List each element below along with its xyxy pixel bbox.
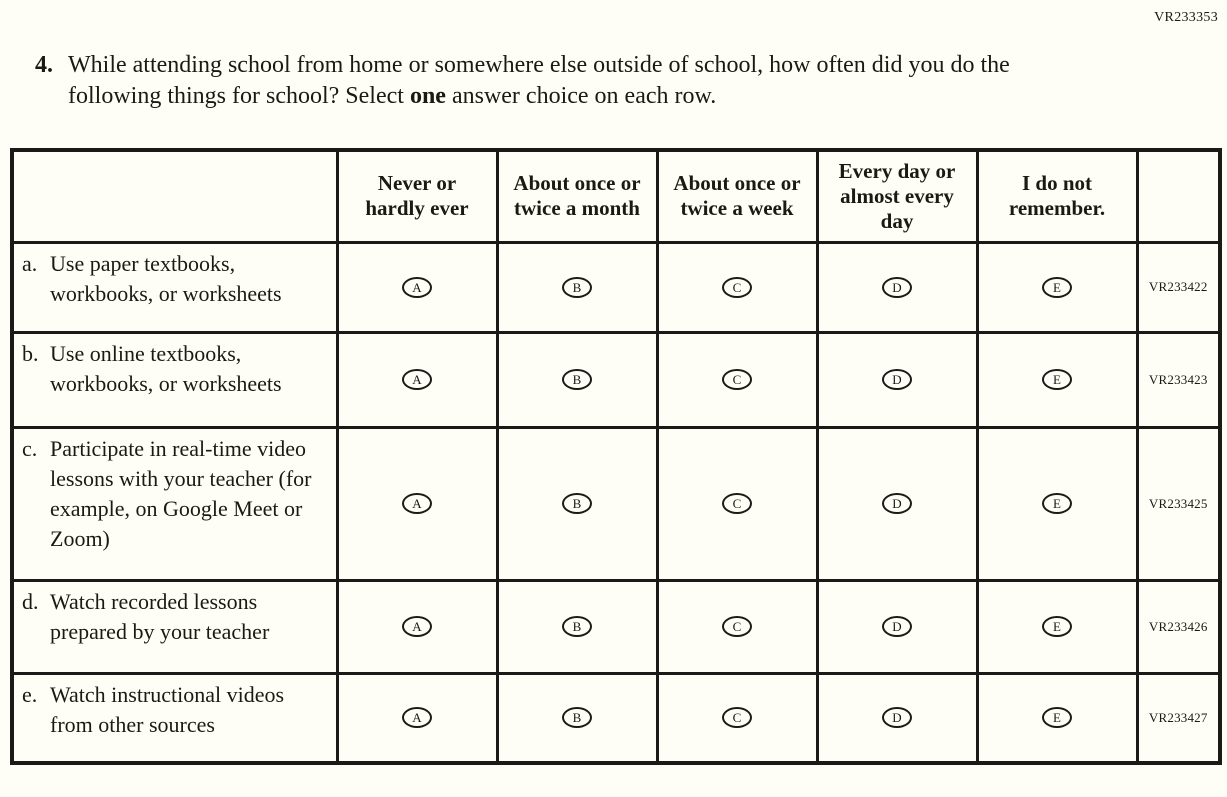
row-letter: e. bbox=[22, 681, 38, 707]
row-text: Watch instructional videos from other sources bbox=[50, 681, 285, 737]
choice-cell bbox=[817, 332, 977, 427]
row-letter: d. bbox=[22, 588, 39, 614]
row-item-cell bbox=[12, 332, 337, 427]
choice-cell bbox=[817, 242, 977, 332]
question-text-start: While attending school from home or somewhere else outside of school, how often did you do the following things for school? Select bbox=[68, 52, 1010, 109]
row-item-cell bbox=[12, 427, 337, 580]
choice-cell bbox=[497, 673, 657, 763]
choice-cell bbox=[657, 673, 817, 763]
row-letter: c. bbox=[22, 435, 38, 461]
choice-cell bbox=[337, 580, 497, 673]
header-corner-cell bbox=[12, 150, 337, 242]
answer-bubble-a[interactable]: A bbox=[402, 493, 432, 514]
answer-bubble-c[interactable]: C bbox=[722, 493, 752, 514]
row-item-cell bbox=[12, 580, 337, 673]
answer-bubble-b[interactable]: B bbox=[562, 369, 592, 390]
column-header-once-twice-month: About once or twice a month bbox=[497, 150, 657, 242]
choice-cell bbox=[497, 427, 657, 580]
table-row bbox=[12, 242, 1220, 332]
answer-bubble-c[interactable]: C bbox=[722, 707, 752, 728]
answer-bubble-e[interactable]: E bbox=[1042, 493, 1072, 514]
row-item-cell bbox=[12, 242, 337, 332]
response-grid-body bbox=[12, 242, 1220, 763]
row-letter: b. bbox=[22, 340, 39, 366]
answer-bubble-d[interactable]: D bbox=[882, 707, 912, 728]
answer-bubble-c[interactable]: C bbox=[722, 616, 752, 637]
choice-cell bbox=[817, 673, 977, 763]
choice-cell bbox=[337, 332, 497, 427]
choice-cell bbox=[657, 332, 817, 427]
answer-bubble-b[interactable]: B bbox=[562, 707, 592, 728]
answer-bubble-a[interactable]: A bbox=[402, 616, 432, 637]
answer-bubble-b[interactable]: B bbox=[562, 493, 592, 514]
choice-cell bbox=[337, 427, 497, 580]
choice-cell bbox=[977, 242, 1137, 332]
answer-bubble-d[interactable]: D bbox=[882, 616, 912, 637]
answer-bubble-d[interactable]: D bbox=[882, 493, 912, 514]
table-row bbox=[12, 332, 1220, 427]
row-text: Use online textbooks, workbooks, or worksheets bbox=[50, 340, 282, 396]
question-block bbox=[35, 50, 1095, 112]
choice-cell bbox=[977, 332, 1137, 427]
choice-cell bbox=[497, 332, 657, 427]
choice-cell bbox=[337, 242, 497, 332]
answer-bubble-a[interactable]: A bbox=[402, 277, 432, 298]
choice-cell bbox=[817, 580, 977, 673]
choice-cell bbox=[337, 673, 497, 763]
row-item-cell bbox=[12, 673, 337, 763]
header-row bbox=[12, 150, 1220, 242]
row-letter: a. bbox=[22, 250, 38, 276]
row-text: Use paper textbooks, workbooks, or worksheets bbox=[50, 250, 282, 306]
header-code-cell bbox=[1137, 150, 1220, 242]
answer-bubble-d[interactable]: D bbox=[882, 277, 912, 298]
choice-cell bbox=[657, 427, 817, 580]
choice-cell bbox=[977, 427, 1137, 580]
choice-cell bbox=[657, 242, 817, 332]
choice-cell bbox=[977, 673, 1137, 763]
answer-bubble-c[interactable]: C bbox=[722, 369, 752, 390]
row-text: Participate in real-time video lessons with your teacher (for example, on Google Meet or Zoom) bbox=[50, 435, 312, 551]
row-code: VR233426 bbox=[1137, 580, 1220, 673]
table-row bbox=[12, 580, 1220, 673]
column-header-every-day: Every day or almost every day bbox=[817, 150, 977, 242]
answer-bubble-d[interactable]: D bbox=[882, 369, 912, 390]
response-grid-header bbox=[12, 150, 1220, 242]
column-header-never: Never or hardly ever bbox=[337, 150, 497, 242]
question-number: 4. bbox=[35, 52, 53, 78]
answer-bubble-a[interactable]: A bbox=[402, 369, 432, 390]
answer-bubble-e[interactable]: E bbox=[1042, 707, 1072, 728]
form-code: VR233353 bbox=[1154, 10, 1218, 25]
question-text-end: answer choice on each row. bbox=[445, 83, 717, 109]
choice-cell bbox=[817, 427, 977, 580]
answer-bubble-e[interactable]: E bbox=[1042, 616, 1072, 637]
column-header-do-not-remember: I do not remember. bbox=[977, 150, 1137, 242]
question-text-bold: one bbox=[409, 83, 446, 109]
choice-cell bbox=[497, 242, 657, 332]
answer-bubble-e[interactable]: E bbox=[1042, 277, 1072, 298]
answer-bubble-e[interactable]: E bbox=[1042, 369, 1072, 390]
row-code: VR233427 bbox=[1137, 673, 1220, 763]
choice-cell bbox=[977, 580, 1137, 673]
answer-bubble-b[interactable]: B bbox=[562, 616, 592, 637]
answer-bubble-c[interactable]: C bbox=[722, 277, 752, 298]
row-code: VR233423 bbox=[1137, 332, 1220, 427]
choice-cell bbox=[657, 580, 817, 673]
choice-cell bbox=[497, 580, 657, 673]
table-row bbox=[12, 673, 1220, 763]
row-code: VR233425 bbox=[1137, 427, 1220, 580]
column-header-once-twice-week: About once or twice a week bbox=[657, 150, 817, 242]
response-grid bbox=[10, 148, 1222, 765]
question-text bbox=[68, 50, 1083, 112]
table-row bbox=[12, 427, 1220, 580]
answer-bubble-a[interactable]: A bbox=[402, 707, 432, 728]
answer-bubble-b[interactable]: B bbox=[562, 277, 592, 298]
row-code: VR233422 bbox=[1137, 242, 1220, 332]
row-text: Watch recorded lessons prepared by your teacher bbox=[50, 588, 270, 644]
